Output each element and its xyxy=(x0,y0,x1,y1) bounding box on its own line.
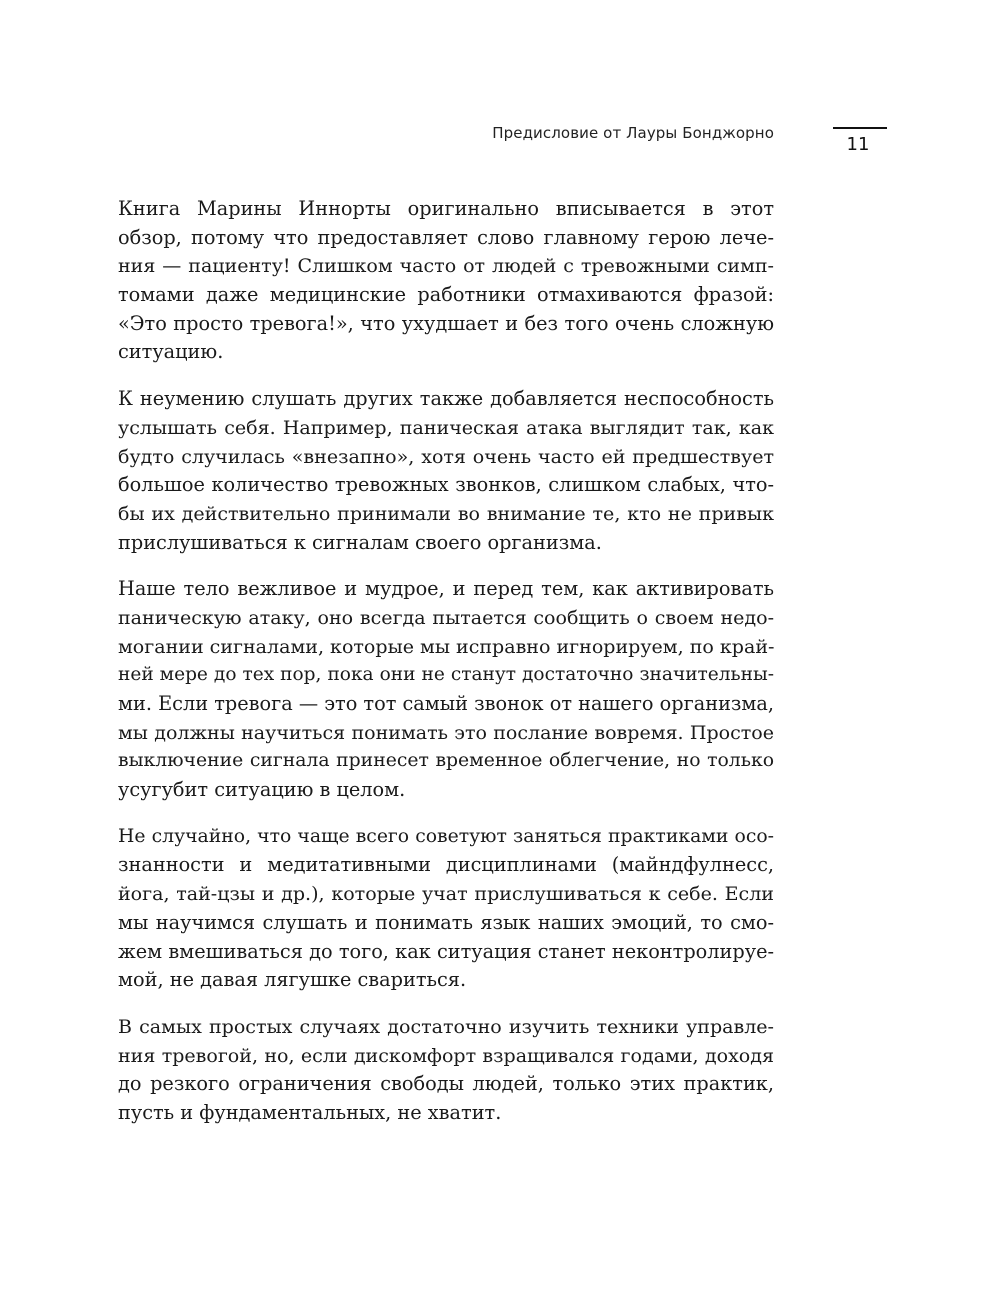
text-line: К неумению слушать других также добавляется неспособность xyxy=(118,387,774,411)
text-line: прислушиваться к сигналам своего организма. xyxy=(118,530,602,554)
text-line: мы научимся слушать и понимать язык наших эмоций, то смо- xyxy=(118,910,774,934)
paragraph xyxy=(118,385,774,557)
text-line: будто случилась «внезапно», хотя очень часто ей предшествует xyxy=(118,445,774,468)
text-line: Не случайно, что чаще всего советуют заняться практиками осо- xyxy=(118,825,774,847)
text-line: ми. Если тревога — это тот самый звонок от нашего организма, xyxy=(118,692,775,715)
text-line: выключение сигнала принесет временное облегчение, но только xyxy=(118,750,774,772)
paragraph xyxy=(118,575,774,805)
text-line: большое количество тревожных звонков, слишком слабых, что- xyxy=(118,473,774,497)
paragraph xyxy=(118,1013,774,1128)
text-line: усугубит ситуацию в целом. xyxy=(118,778,406,802)
text-line: ния — пациенту! Слишком часто от людей с тревожными симп- xyxy=(118,255,774,278)
text-line: жем вмешиваться до того, как ситуация станет неконтролируе- xyxy=(118,939,774,963)
text-line: Книга Марины Иннорты оригинально вписывается в этот xyxy=(118,197,774,220)
text-line: ния тревогой, но, если дискомфорт взращивался годами, доходя xyxy=(118,1044,774,1067)
text-line: обзор, потому что предоставляет слово главному герою лече- xyxy=(118,225,774,249)
text-line: томами даже медицинские работники отмахиваются фразой: xyxy=(118,283,774,307)
page-number: 11 xyxy=(846,134,870,155)
paragraph xyxy=(118,195,774,367)
paragraph xyxy=(118,823,774,995)
page-number-rule xyxy=(833,127,887,129)
text-line: мы должны научиться понимать это послание вовремя. Простое xyxy=(118,721,774,744)
text-line: могании сигналами, которые мы исправно игнорируем, по край- xyxy=(118,635,775,658)
text-line: мой, не давая лягушке свариться. xyxy=(118,968,467,992)
text-line: ситуацию. xyxy=(118,340,224,364)
body-text xyxy=(118,195,774,1146)
text-line: до резкого ограничения свободы людей, только этих практик, xyxy=(118,1072,774,1096)
text-line: «Это просто тревога!», что ухудшает и без того очень сложную xyxy=(118,311,774,335)
text-line: В самых простых случаях достаточно изучить техники управле- xyxy=(118,1015,774,1038)
text-line: услышать себя. Например, паническая атака выглядит так, как xyxy=(118,416,774,439)
text-line: паническую атаку, оно всегда пытается сообщить о своем недо- xyxy=(118,606,774,629)
text-line: пусть и фундаментальных, не хватит. xyxy=(118,1100,502,1124)
text-line: знанности и медитативными дисциплинами (майндфулнесс, xyxy=(118,853,774,877)
text-line: Наше тело вежливое и мудрое, и перед тем, как активировать xyxy=(118,577,774,601)
text-line: ней мере до тех пор, пока они не станут достаточно значительны- xyxy=(118,664,774,686)
running-head-title: Предисловие от Лауры Бонджорно xyxy=(492,124,774,142)
text-line: йога, тай-цзы и др.), которые учат прислушиваться к себе. Если xyxy=(118,883,774,906)
text-line: бы их действительно принимали во внимание те, кто не привык xyxy=(118,502,774,525)
